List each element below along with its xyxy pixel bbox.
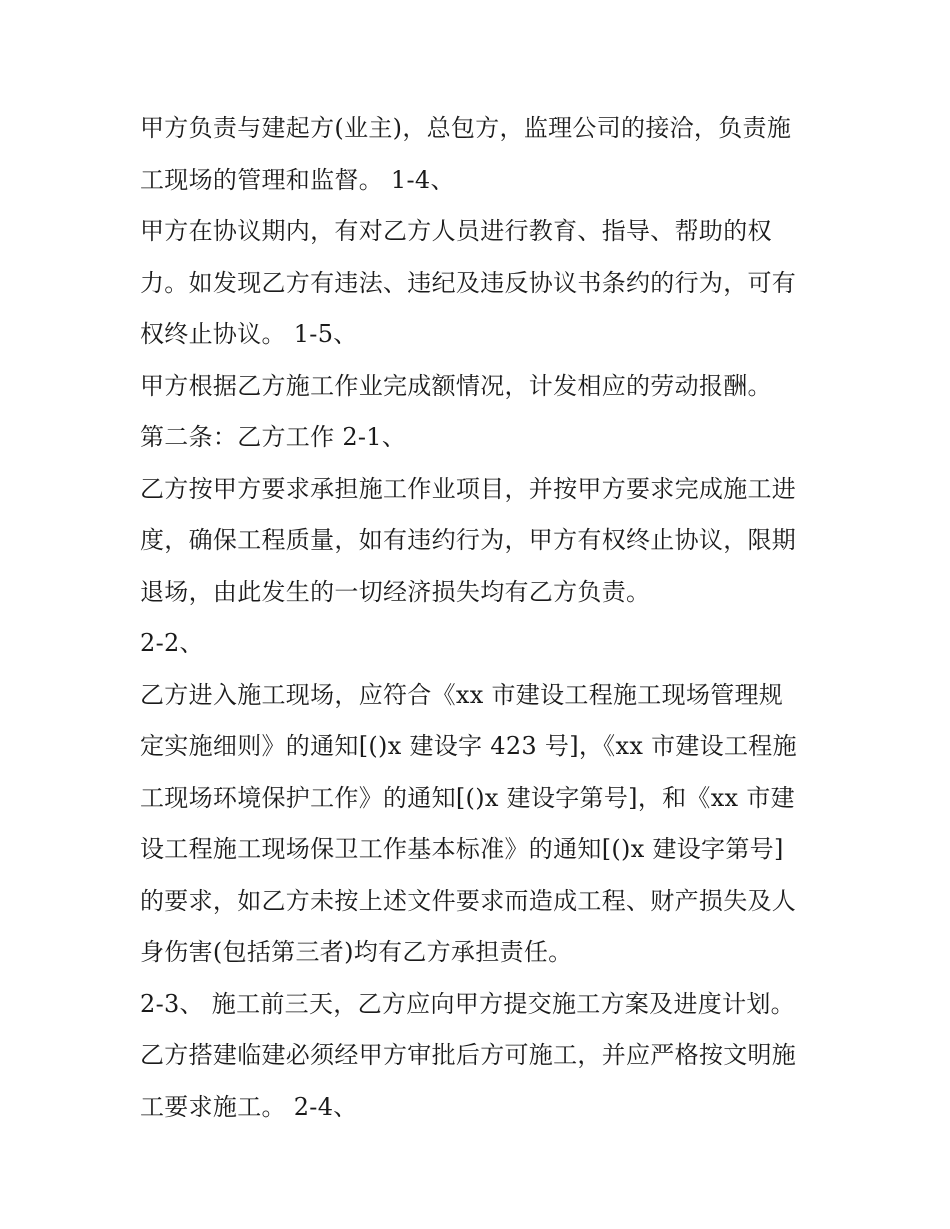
text-line: 身伤害(包括第三者)均有乙方承担责任。: [140, 938, 573, 966]
text-line: 定实施细则》的通知[()x 建设字 423 号]，《xx 市建设工程施: [140, 732, 797, 760]
text-line: 工现场环境保护工作》的通知[()x 建设字第号]，和《xx 市建: [140, 783, 795, 812]
text-line: 乙方按甲方要求承担施工作业项目，并按甲方要求完成施工进: [140, 474, 797, 503]
text-line: 乙方进入施工现场，应符合《xx 市建设工程施工现场管理规: [140, 680, 784, 709]
text-line: 工要求施工。 2-4、: [140, 1092, 358, 1121]
text-line: 设工程施工现场保卫工作基本标准》的通知[()x 建设字第号]: [140, 835, 784, 863]
text-line: 2-2、: [140, 629, 204, 657]
text-line: 甲方负责与建起方(业主)，总包方，监理公司的接洽，负责施: [140, 114, 792, 142]
text-line: 退场，由此发生的一切经济损失均有乙方负责。: [140, 577, 651, 606]
text-line: 力。如发现乙方有违法、违纪及违反协议书条约的行为，可有: [140, 268, 797, 297]
text-line: 甲方根据乙方施工作业完成额情况，计发相应的劳动报酬。: [140, 371, 772, 400]
text-line: 甲方在协议期内，有对乙方人员进行教育、指导、帮助的权: [140, 217, 772, 245]
text-line: 度，确保工程质量，如有违约行为，甲方有权终止协议，限期: [140, 526, 797, 554]
text-line: 的要求，如乙方未按上述文件要求而造成工程、财产损失及人: [140, 886, 797, 915]
text-line: 乙方搭建临建必须经甲方审批后方可施工，并应严格按文明施: [140, 1041, 797, 1069]
text-line: 权终止协议。 1-5、: [140, 320, 358, 348]
document-body: [140, 110, 820, 1140]
text-line: 2-3、 施工前三天，乙方应向甲方提交施工方案及进度计划。: [140, 989, 795, 1018]
text-line: 工现场的管理和监督。 1-4、: [140, 165, 455, 194]
text-line: 第二条：乙方工作 2-1、: [140, 423, 407, 451]
